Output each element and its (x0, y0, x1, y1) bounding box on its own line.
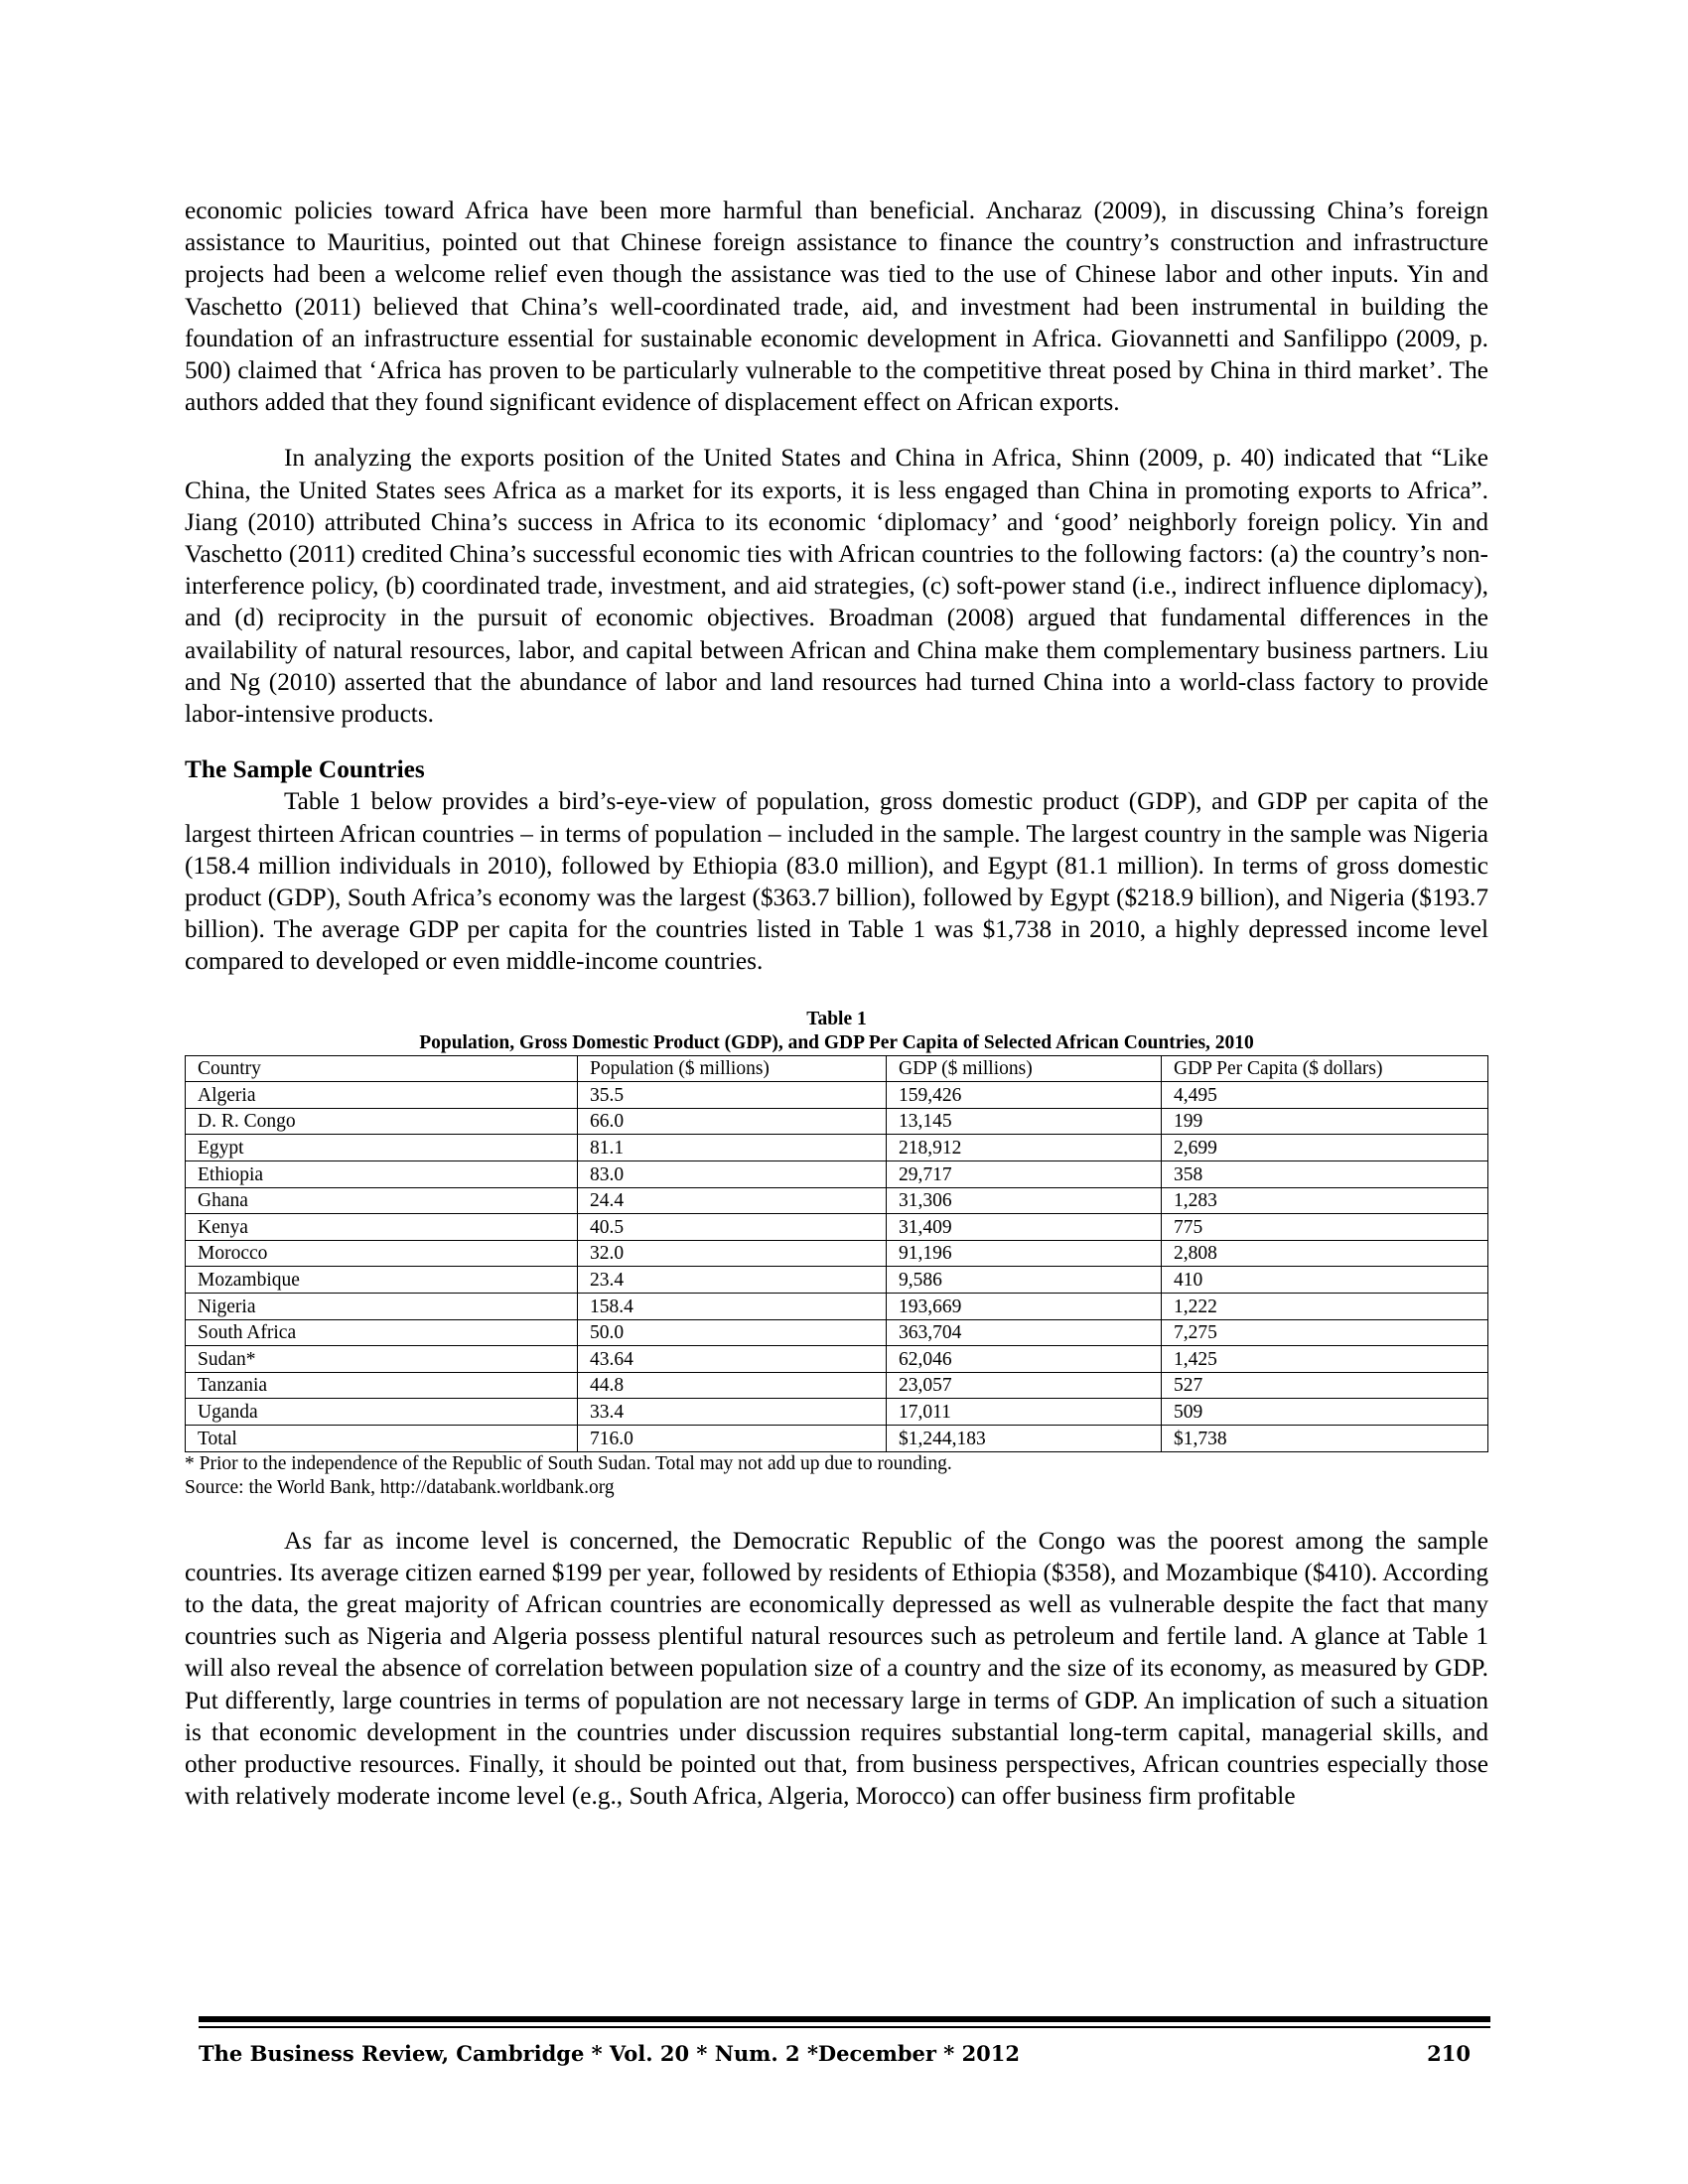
table-cell: 527 (1162, 1372, 1488, 1399)
table-cell: Ghana (186, 1187, 578, 1214)
table-row (186, 1187, 1488, 1214)
table-cell: 193,669 (887, 1294, 1162, 1320)
table-cell: Algeria (186, 1082, 578, 1109)
table-cell: 509 (1162, 1399, 1488, 1426)
table-cell: 17,011 (887, 1399, 1162, 1426)
table-cell: Egypt (186, 1135, 578, 1161)
table-cell: Morocco (186, 1240, 578, 1267)
table-cell: 24.4 (578, 1187, 887, 1214)
table-header-cell: Population ($ millions) (578, 1055, 887, 1082)
table-row (186, 1425, 1488, 1451)
table-cell: Mozambique (186, 1267, 578, 1294)
journal-citation: The Business Review, Cambridge * Vol. 20 * Num. 2 *December * 2012 (199, 2041, 1021, 2066)
table-cell: 7,275 (1162, 1319, 1488, 1346)
table-cell: Uganda (186, 1399, 578, 1426)
table-header-cell: GDP Per Capita ($ dollars) (1162, 1055, 1488, 1082)
table-cell: 23.4 (578, 1267, 887, 1294)
table-cell: Sudan* (186, 1346, 578, 1373)
table-cell: $1,244,183 (887, 1425, 1162, 1451)
paragraph-3: Table 1 below provides a bird’s-eye-view of population, gross domestic product (GDP), and GDP per capita of the largest thirteen African countries – in terms of population – included in the sample. The largest country in the sample was Nigeria (158.4 million individuals in 2010), followed by Ethiopia (83.0 million), and Egypt (81.1 million). In terms of gross domestic product (GDP), South Africa’s economy was the largest ($363.7 billion), followed by Egypt ($218.9 billion), and Nigeria ($193.7 billion). The average GDP per capita for the countries listed in Table 1 was $1,738 in 2010, a highly depressed income level compared to developed or even middle-income countries. (185, 787, 1488, 976)
footer-rule-thin (199, 2026, 1490, 2028)
table-cell: 2,699 (1162, 1135, 1488, 1161)
table-cell: Ethiopia (186, 1161, 578, 1188)
table-cell: South Africa (186, 1319, 578, 1346)
table-title: Population, Gross Domestic Product (GDP), and GDP Per Capita of Selected African Countries, 2010 (419, 1031, 1254, 1053)
table-cell: 33.4 (578, 1399, 887, 1426)
table-cell: 23,057 (887, 1372, 1162, 1399)
table-cell: 218,912 (887, 1135, 1162, 1161)
table-row (186, 1372, 1488, 1399)
table-cell: $1,738 (1162, 1425, 1488, 1451)
table-cell: D. R. Congo (186, 1108, 578, 1135)
table-cell: 13,145 (887, 1108, 1162, 1135)
table-row (186, 1082, 1488, 1109)
table-cell: 43.64 (578, 1346, 887, 1373)
table-cell: Total (186, 1425, 578, 1451)
table-cell: 31,409 (887, 1214, 1162, 1241)
table-footnote: * Prior to the independence of the Republic of South Sudan. Total may not add up due to rounding. (185, 1452, 952, 1474)
table-cell: 410 (1162, 1267, 1488, 1294)
table-row (186, 1267, 1488, 1294)
table-cell: 158.4 (578, 1294, 887, 1320)
table-cell: Nigeria (186, 1294, 578, 1320)
table-cell: 83.0 (578, 1161, 887, 1188)
table-row (186, 1319, 1488, 1346)
table-cell: 4,495 (1162, 1082, 1488, 1109)
table-label: Table 1 (806, 1008, 867, 1029)
table-source: Source: the World Bank, http://databank.worldbank.org (185, 1476, 615, 1498)
table-row (186, 1161, 1488, 1188)
table-cell: 1,222 (1162, 1294, 1488, 1320)
table-cell: 358 (1162, 1161, 1488, 1188)
table-cell: 50.0 (578, 1319, 887, 1346)
data-table (185, 1055, 1488, 1452)
table-cell: Kenya (186, 1214, 578, 1241)
table-cell: Tanzania (186, 1372, 578, 1399)
table-row (186, 1108, 1488, 1135)
paragraph-2: In analyzing the exports position of the United States and China in Africa, Shinn (2009, p. 40) indicated that “Like China, the United States sees Africa as a market for its exports, it is less engaged than China in promoting exports to Africa”. Jiang (2010) attributed China’s success in Africa to its economic ‘diplomacy’ and ‘good’ neighborly foreign policy. Yin and Vaschetto (2011) credited China’s successful economic ties with African countries to the following factors: (a) the country’s non-interference policy, (b) coordinated trade, investment, and aid strategies, (c) soft-power stand (i.e., indirect influence diplomacy), and (d) reciprocity in the pursuit of economic objectives. Broadman (2008) argued that fundamental differences in the availability of natural resources, labor, and capital between African and China make them complementary business partners. Liu and Ng (2010) asserted that the abundance of labor and land resources had turned China into a world-class factory to provide labor-intensive products. (185, 444, 1488, 729)
paragraph-4: As far as income level is concerned, the Democratic Republic of the Congo was the poorest among the sample countries. Its average citizen earned $199 per year, followed by residents of Ethiopia ($358), and Mozambique ($410). According to the data, the great majority of African countries are economically depressed as well as vulnerable despite the fact that many countries such as Nigeria and Algeria possess plentiful natural resources such as petroleum and fertile land. A glance at Table 1 will also reveal the absence of correlation between population size of a country and the size of its economy, as measured by GDP. Put differently, large countries in terms of population are not necessary large in terms of GDP. An implication of such a situation is that economic development in the countries under discussion requires substantial long-term capital, managerial skills, and other productive resources. Finally, it should be pointed out that, from business perspectives, African countries especially those with relatively moderate income level (e.g., South Africa, Algeria, Morocco) can offer business firm profitable (185, 1526, 1488, 1811)
table-cell: 31,306 (887, 1187, 1162, 1214)
table-row (186, 1399, 1488, 1426)
table-cell: 9,586 (887, 1267, 1162, 1294)
table-cell: 81.1 (578, 1135, 887, 1161)
table-cell: 716.0 (578, 1425, 887, 1451)
table-cell: 1,425 (1162, 1346, 1488, 1373)
footer-rule-thick (199, 2016, 1490, 2022)
table-cell: 66.0 (578, 1108, 887, 1135)
table-cell: 32.0 (578, 1240, 887, 1267)
table-cell: 199 (1162, 1108, 1488, 1135)
table-row (186, 1294, 1488, 1320)
table-cell: 62,046 (887, 1346, 1162, 1373)
table-cell: 2,808 (1162, 1240, 1488, 1267)
paragraph-1: economic policies toward Africa have been more harmful than beneficial. Ancharaz (2009), in discussing China’s foreign assistance to Mauritius, pointed out that Chinese foreign assistance to finance the country’s construction and infrastructure projects had been a welcome relief even though the assistance was tied to the use of Chinese labor and other inputs. Yin and Vaschetto (2011) believed that China’s well-coordinated trade, aid, and investment had been instrumental in building the foundation of an infrastructure essential for sustainable economic development in Africa. Giovannetti and Sanfilippo (2009, p. 500) claimed that ‘Africa has proven to be particularly vulnerable to the competitive threat posed by China in third market’. The authors added that they found significant evidence of displacement effect on African exports. (185, 197, 1488, 417)
table-row (186, 1135, 1488, 1161)
table-cell: 1,283 (1162, 1187, 1488, 1214)
page-number: 210 (1427, 2041, 1471, 2066)
table-cell: 159,426 (887, 1082, 1162, 1109)
table-cell: 775 (1162, 1214, 1488, 1241)
table-cell: 91,196 (887, 1240, 1162, 1267)
table-cell: 29,717 (887, 1161, 1162, 1188)
table-cell: 40.5 (578, 1214, 887, 1241)
table-row (186, 1240, 1488, 1267)
table-cell: 35.5 (578, 1082, 887, 1109)
table-header-cell: GDP ($ millions) (887, 1055, 1162, 1082)
table-cell: 44.8 (578, 1372, 887, 1399)
table-header-row (186, 1055, 1488, 1082)
table-row (186, 1346, 1488, 1373)
table-header-cell: Country (186, 1055, 578, 1082)
table-row (186, 1214, 1488, 1241)
page-body (185, 195, 1488, 1812)
table-cell: 363,704 (887, 1319, 1162, 1346)
section-heading: The Sample Countries (185, 755, 425, 784)
